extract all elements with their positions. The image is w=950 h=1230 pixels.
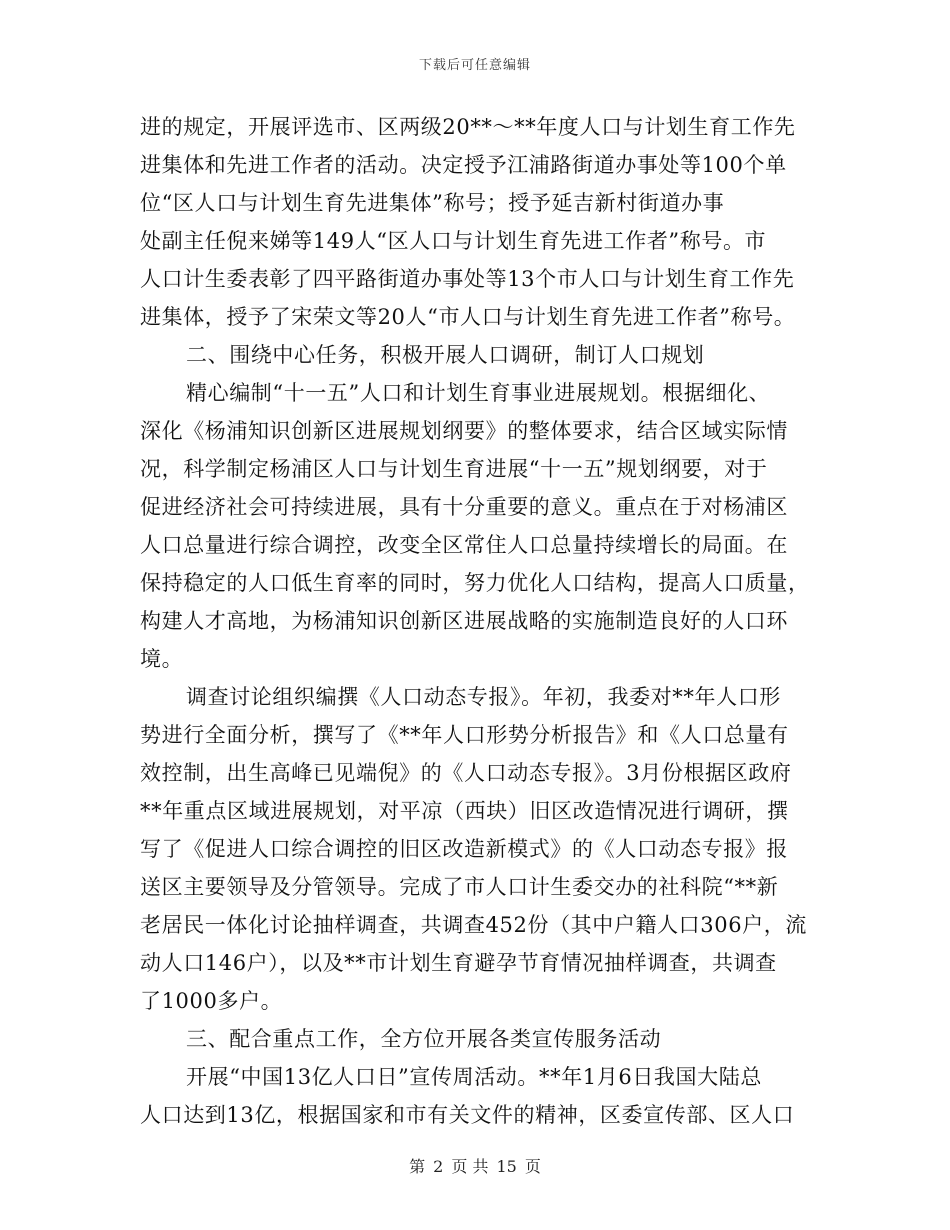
text-line: 保持稳定的人口低生育率的同时，努力优化人口结构，提高人口质量， [140,571,810,595]
text-line: 精心编制“十一五”人口和计划生育事业进展规划。根据细化、 [186,381,771,405]
text-line: 促进经济社会可持续进展，具有十分重要的意义。重点在于对杨浦区 [140,495,788,519]
text-line: 进集体，授予了宋荣文等20人“市人口与计划生育先进工作者”称号。 [140,305,796,329]
text-line: 送区主要领导及分管领导。完成了市人口计生委交办的社科院“**新 [140,875,779,899]
text-line: 势进行全面分析，撰写了《**年人口形势分析报告》和《人口总量有 [140,723,789,747]
text-line: 调查讨论组织编撰《人口动态专报》。年初，我委对**年人口形 [186,685,781,709]
text-line: 效控制，出生高峰已见端倪》的《人口动态专报》。3月份根据区政府 [140,761,792,785]
page-label-prefix: 第 [409,1157,426,1176]
text-line: 人口总量进行综合调控，改变全区常住人口总量持续增长的局面。在 [140,533,788,557]
total-pages-number: 15 [496,1157,517,1176]
text-line: 写了《促进人口综合调控的旧区改造新模式》的《人口动态专报》报 [140,837,788,861]
page-header: 下载后可任意编辑 [418,58,531,73]
text-line: 了1000多户。 [140,989,283,1013]
text-line: 人口计生委表彰了四平路街道办事处等13个市人口与计划生育工作先 [140,267,795,291]
page-label-middle: 页 共 [451,1157,489,1176]
text-line: 处副主任倪来娣等149人“区人口与计划生育先进工作者”称号。市 [140,229,767,253]
page-footer [0,1154,950,1177]
text-line: 动人口146户），以及**市计划生育避孕节育情况抽样调查，共调查 [140,951,777,975]
section-heading: 二、围绕中心任务，积极开展人口调研，制订人口规划 [186,343,705,367]
text-line: 境。 [140,647,184,671]
document-body [140,108,820,1134]
page-label-suffix: 页 [524,1157,541,1176]
text-line: 构建人才高地，为杨浦知识创新区进展战略的实施制造良好的人口环 [140,609,788,633]
text-line: **年重点区域进展规划，对平凉（西块）旧区改造情况进行调研，撰 [140,799,789,823]
text-line: 深化《杨浦知识创新区进展规划纲要》的整体要求，结合区域实际情 [140,419,788,443]
text-line: 况，科学制定杨浦区人口与计划生育进展“十一五”规划纲要，对于 [140,457,768,481]
text-line: 位“区人口与计划生育先进集体”称号；授予延吉新村街道办事 [140,191,725,215]
text-line: 老居民一体化讨论抽样调查，共调查452份（其中户籍人口306户，流 [140,913,807,937]
current-page-number: 2 [433,1157,444,1176]
section-heading: 三、配合重点工作，全方位开展各类宣传服务活动 [186,1027,662,1051]
text-line: 人口达到13亿，根据国家和市有关文件的精神，区委宣传部、区人口 [140,1103,795,1127]
text-line: 开展“中国13亿人口日”宣传周活动。**年1月6日我国大陆总 [186,1065,762,1089]
text-line: 进的规定，开展评选市、区两级20**～**年度人口与计划生育工作先 [140,115,796,139]
text-line: 进集体和先进工作者的活动。决定授予江浦路街道办事处等100个单 [140,153,787,177]
